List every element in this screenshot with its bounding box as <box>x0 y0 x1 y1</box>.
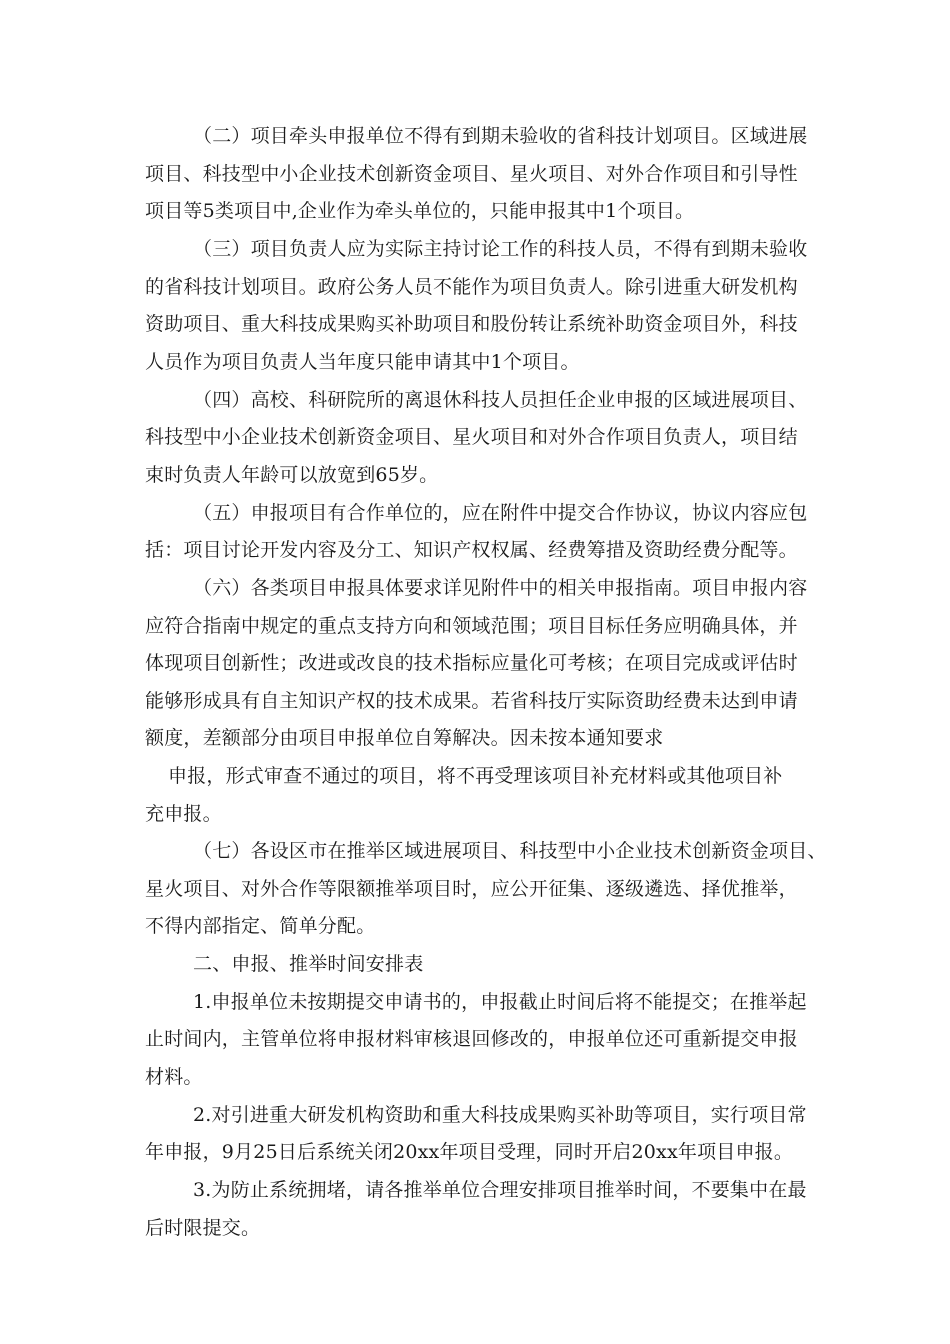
paragraph-line: 项目、科技型中小企业技术创新资金项目、星火项目、对外合作项目和引导性 <box>145 163 798 185</box>
paragraph-line: 止时间内，主管单位将申报材料审核退回修改的，申报单位还可重新提交申报 <box>145 1028 798 1050</box>
paragraph-line: 1.申报单位未按期提交申请书的，申报截止时间后将不能提交；在推举起 <box>193 991 807 1013</box>
paragraph-line: （六）各类项目申报具体要求详见附件中的相关申报指南。项目申报内容 <box>193 577 808 599</box>
paragraph-line: 星火项目、对外合作等限额推举项目时，应公开征集、逐级遴选、择优推举， <box>145 878 798 900</box>
paragraph-line: 应符合指南中规定的重点支持方向和领域范围；项目目标任务应明确具体，并 <box>145 615 798 637</box>
paragraph-line: 充申报。 <box>145 803 222 825</box>
paragraph-line: 的省科技计划项目。政府公务人员不能作为项目负责人。除引进重大研发机构 <box>145 276 798 298</box>
paragraph-line: （三）项目负责人应为实际主持讨论工作的科技人员，不得有到期未验收 <box>193 238 808 260</box>
paragraph-line: 束时负责人年龄可以放宽到65岁。 <box>145 464 439 486</box>
paragraph-line: 括：项目讨论开发内容及分工、知识产权权属、经费筹措及资助经费分配等。 <box>145 539 798 561</box>
paragraph-line: （四）高校、科研院所的离退休科技人员担任企业申报的区域进展项目、 <box>193 389 808 411</box>
paragraph-line: 年申报，9月25日后系统关闭20xx年项目受理，同时开启20xx年项目申报。 <box>145 1141 794 1163</box>
paragraph-line: 后时限提交。 <box>145 1217 261 1239</box>
paragraph-line: 2.对引进重大研发机构资助和重大科技成果购买补助等项目，实行项目常 <box>193 1104 807 1126</box>
paragraph-line: 3.为防止系统拥堵，请各推举单位合理安排项目推举时间，不要集中在最 <box>193 1179 807 1201</box>
paragraph-line: （二）项目牵头申报单位不得有到期未验收的省科技计划项目。区域进展 <box>193 125 808 147</box>
section-heading: 二、申报、推举时间安排表 <box>193 953 424 975</box>
paragraph-line: 申报，形式审查不通过的项目，将不再受理该项目补充材料或其他项目补 <box>168 765 783 787</box>
paragraph-line: 资助项目、重大科技成果购买补助项目和股份转让系统补助资金项目外，科技 <box>145 313 798 335</box>
paragraph-line: 额度，差额部分由项目申报单位自筹解决。因未按本通知要求 <box>145 727 664 749</box>
paragraph-line: 人员作为项目负责人当年度只能申请其中1个项目。 <box>145 351 580 373</box>
paragraph-line: 科技型中小企业技术创新资金项目、星火项目和对外合作项目负责人，项目结 <box>145 426 798 448</box>
paragraph-line: 不得内部指定、简单分配。 <box>145 915 376 937</box>
paragraph-line: 材料。 <box>145 1066 203 1088</box>
paragraph-line: 体现项目创新性；改进或改良的技术指标应量化可考核；在项目完成或评估时 <box>145 652 798 674</box>
paragraph-line: 能够形成具有自主知识产权的技术成果。若省科技厅实际资助经费未达到申请 <box>145 690 798 712</box>
paragraph-line: （五）申报项目有合作单位的，应在附件中提交合作协议，协议内容应包 <box>193 502 808 524</box>
paragraph-line: （七）各设区市在推举区域进展项目、科技型中小企业技术创新资金项目、 <box>193 840 827 862</box>
paragraph-line: 项目等5类项目中,企业作为牵头单位的，只能申报其中1个项目。 <box>145 200 695 222</box>
